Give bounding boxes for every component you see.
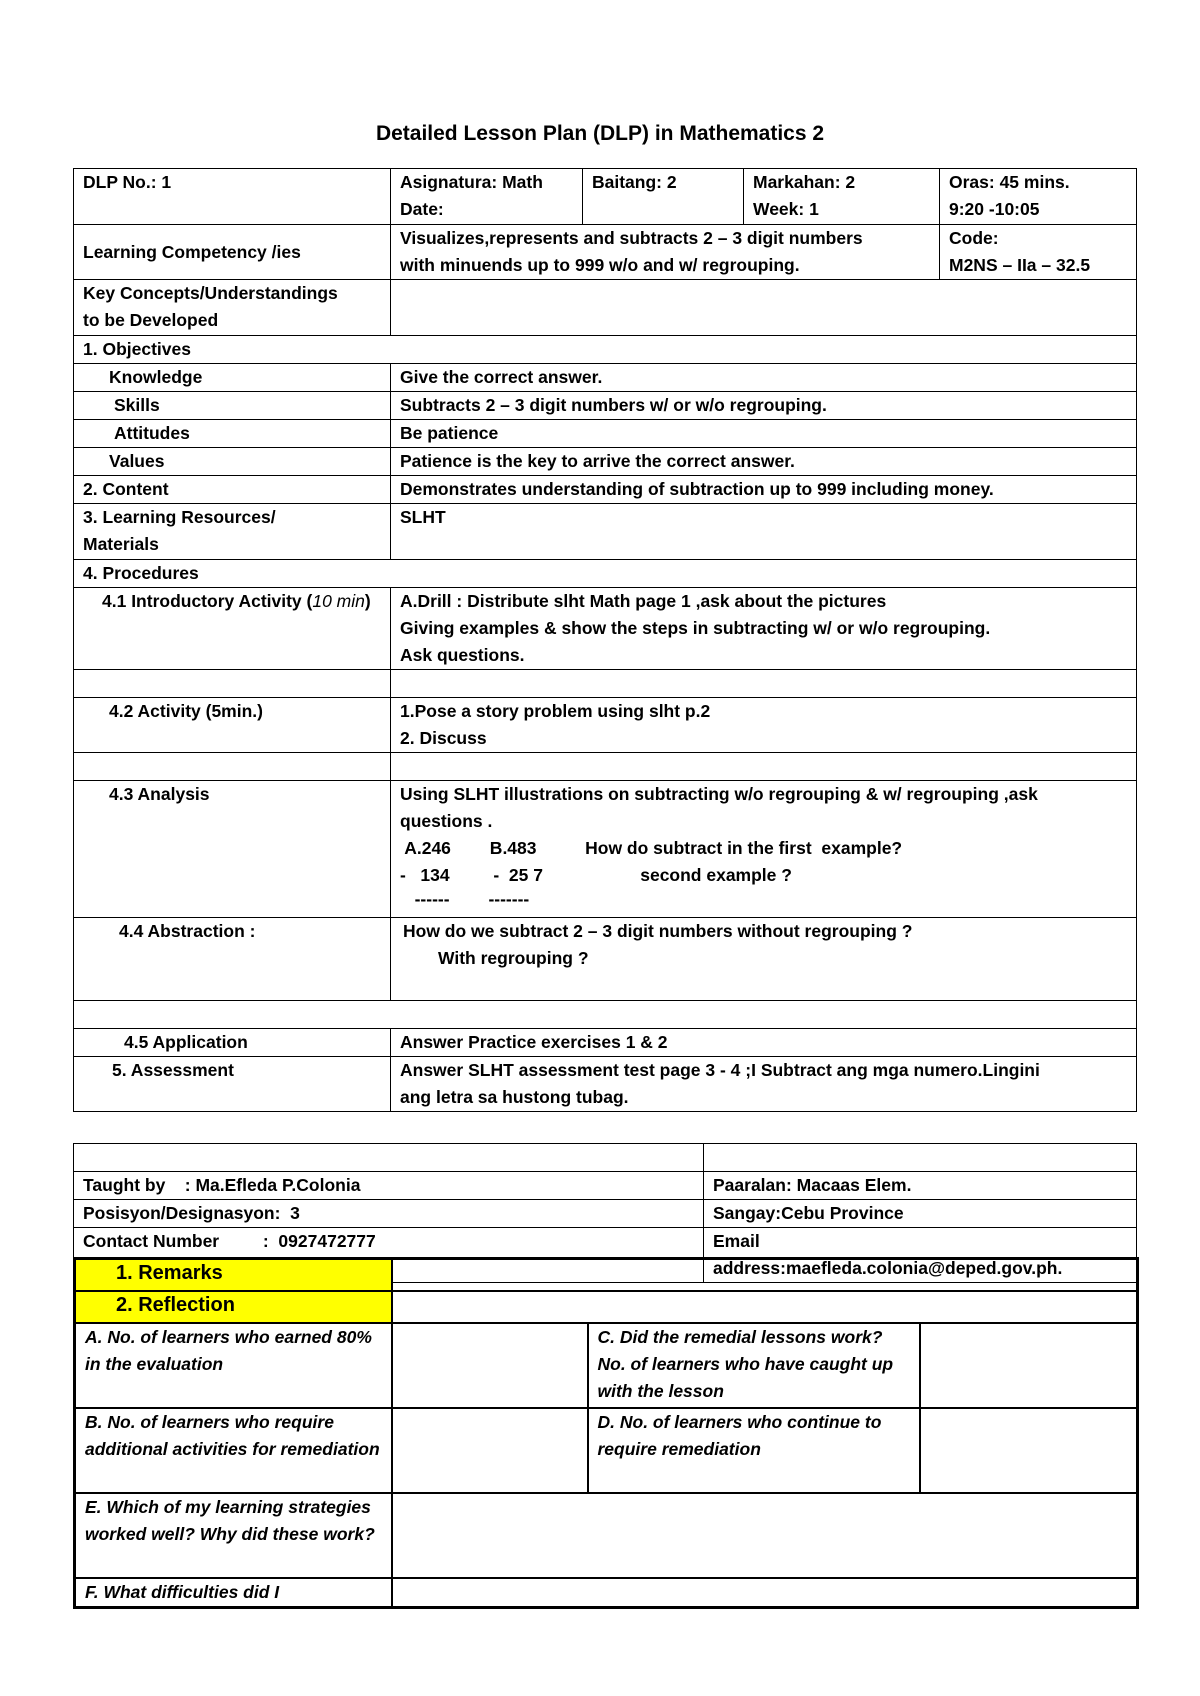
procedures-row (74, 560, 1137, 588)
intro-activity-value (391, 588, 1137, 670)
blank-cell (704, 1144, 1137, 1172)
values-row (74, 448, 1137, 476)
item-d: D. No. of learners who continue to require remediation (588, 1408, 920, 1493)
reflection-row (75, 1291, 1138, 1323)
item-c-answer (920, 1323, 1138, 1408)
resources-line-2: Materials (83, 534, 159, 554)
quarter: Markahan: 2 (753, 172, 856, 192)
activity-line-1: 1.Pose a story problem using slht p.2 (400, 701, 711, 721)
application-label: 4.5 Application (74, 1029, 391, 1057)
contact-number: Contact Number : 0927472777 (74, 1228, 704, 1283)
item-d-answer (920, 1408, 1138, 1493)
item-c: C. Did the remedial lessons work? No. of learners who have caught up with the lesson (588, 1323, 920, 1408)
item-f-answer (392, 1578, 1138, 1608)
item-a-answer (392, 1323, 588, 1408)
blank-row (74, 670, 1137, 698)
attitudes-value: Be patience (391, 420, 1137, 448)
reflection-bd-row (75, 1408, 1138, 1493)
blank-row (74, 1001, 1137, 1029)
taught-row (74, 1172, 1137, 1200)
values-value: Patience is the key to arrive the correct answer. (391, 448, 1137, 476)
activity-line-2: 2. Discuss (400, 728, 487, 748)
page-title: Detailed Lesson Plan (DLP) in Mathematics 2 (375, 122, 825, 145)
sig-blank-row (74, 1144, 1137, 1172)
intro-close: ) (364, 591, 371, 611)
objectives-row (74, 336, 1137, 364)
knowledge-label: Knowledge (74, 364, 391, 392)
abstraction-line-2: With regrouping ? (438, 948, 589, 968)
reflection-ac-row (75, 1323, 1138, 1408)
blank-cell (391, 753, 1137, 781)
blank-cell (74, 1001, 1137, 1029)
analysis-line-3: A.246 B.483 How do subtract in the first example? (400, 838, 903, 858)
knowledge-row (74, 364, 1137, 392)
remarks-heading: 1. Remarks (75, 1259, 392, 1291)
time-range: 9:20 -10:05 (949, 199, 1040, 219)
intro-activity-row (74, 588, 1137, 670)
taught-by: Taught by : Ma.Efleda P.Colonia (74, 1172, 704, 1200)
content-value: Demonstrates understanding of subtraction up to 999 including money. (391, 476, 1137, 504)
subject: Asignatura: Math (400, 172, 543, 192)
lesson-plan-table (73, 168, 1137, 1112)
time-cell (940, 169, 1137, 225)
item-a: A. No. of learners who earned 80% in the evaluation (75, 1323, 392, 1408)
reflection-f-row (75, 1578, 1138, 1608)
attitudes-label: Attitudes (74, 420, 391, 448)
reflection-heading: 2. Reflection (75, 1291, 392, 1323)
analysis-line-5: ------ ------- (400, 889, 530, 909)
division: Sangay:Cebu Province (704, 1200, 1137, 1228)
resources-row (74, 504, 1137, 560)
key-concepts-row (74, 280, 1137, 336)
competency-label: Learning Competency /ies (74, 225, 391, 280)
blank-cell (74, 1144, 704, 1172)
analysis-value (391, 781, 1137, 918)
date-label: Date: (400, 199, 444, 219)
email-address: address:maefleda.colonia@deped.gov.ph. (713, 1258, 1063, 1278)
abstraction-row (74, 918, 1137, 1001)
reflection-table (73, 1257, 1139, 1609)
analysis-row (74, 781, 1137, 918)
assessment-line-1: Answer SLHT assessment test page 3 - 4 ;I Subtract ang mga numero.Lingini (400, 1060, 1040, 1080)
analysis-line-1: Using SLHT illustrations on subtracting w/o regrouping & w/ regrouping ,ask (400, 784, 1038, 804)
abstraction-value (391, 918, 1137, 1001)
email-label: Email (713, 1231, 760, 1251)
grade-level: Baitang: 2 (583, 169, 744, 225)
intro-line-3: Ask questions. (400, 645, 525, 665)
knowledge-value: Give the correct answer. (391, 364, 1137, 392)
competency-line-1: Visualizes,represents and subtracts 2 – 3 digit numbers (400, 228, 863, 248)
intro-line-2: Giving examples & show the steps in subtracting w/ or w/o regrouping. (400, 618, 991, 638)
assessment-value (391, 1057, 1137, 1112)
abstraction-line-1: How do we subtract 2 – 3 digit numbers without regrouping ? (403, 921, 913, 941)
assessment-row (74, 1057, 1137, 1112)
school: Paaralan: Macaas Elem. (704, 1172, 1137, 1200)
blank-cell (74, 753, 391, 781)
procedures-heading: 4. Procedures (74, 560, 1137, 588)
reflection-e-row (75, 1493, 1138, 1578)
key-concepts-line-2: to be Developed (83, 310, 219, 330)
intro-label-text: 4.1 Introductory Activity ( (102, 591, 313, 611)
analysis-label: 4.3 Analysis (74, 781, 391, 918)
competency-line-2: with minuends up to 999 w/o and w/ regrouping. (400, 255, 800, 275)
competency-row (74, 225, 1137, 280)
item-e-answer (392, 1493, 1138, 1578)
subject-cell (391, 169, 583, 225)
abstraction-label: 4.4 Abstraction : (74, 918, 391, 1001)
remarks-value (392, 1259, 1138, 1291)
position-row (74, 1200, 1137, 1228)
reflection-value (392, 1291, 1138, 1323)
competency-code: M2NS – IIa – 32.5 (949, 255, 1091, 275)
blank-cell (74, 670, 391, 698)
item-f: F. What difficulties did I (75, 1578, 392, 1608)
activity-label: 4.2 Activity (5min.) (74, 698, 391, 753)
item-b-answer (392, 1408, 588, 1493)
duration: Oras: 45 mins. (949, 172, 1070, 192)
intro-time: 10 min (312, 591, 365, 611)
dlp-number: DLP No.: 1 (74, 169, 391, 225)
content-label: 2. Content (74, 476, 391, 504)
assessment-line-2: ang letra sa hustong tubag. (400, 1087, 629, 1107)
resources-value: SLHT (391, 504, 1137, 560)
competency-text (391, 225, 940, 280)
key-concepts-label (74, 280, 391, 336)
activity-value (391, 698, 1137, 753)
resources-line-1: 3. Learning Resources/ (83, 507, 276, 527)
key-concepts-line-1: Key Concepts/Understandings (83, 283, 338, 303)
values-label: Values (74, 448, 391, 476)
intro-line-1: A.Drill : Distribute slht Math page 1 ,ask about the pictures (400, 591, 887, 611)
objectives-heading: 1. Objectives (74, 336, 1137, 364)
code-label: Code: (949, 228, 999, 248)
assessment-label: 5. Assessment (74, 1057, 391, 1112)
blank-cell (391, 670, 1137, 698)
application-value: Answer Practice exercises 1 & 2 (391, 1029, 1137, 1057)
analysis-line-4: - 134 - 25 7 second example ? (400, 865, 792, 885)
skills-label: Skills (74, 392, 391, 420)
application-row (74, 1029, 1137, 1057)
activity-row (74, 698, 1137, 753)
item-e: E. Which of my learning strategies worked well? Why did these work? (75, 1493, 392, 1578)
header-row (74, 169, 1137, 225)
key-concepts-value (391, 280, 1137, 336)
intro-activity-label (74, 588, 391, 670)
blank-row (74, 753, 1137, 781)
week: Week: 1 (753, 199, 819, 219)
content-row (74, 476, 1137, 504)
attitudes-row (74, 420, 1137, 448)
analysis-line-2: questions . (400, 811, 493, 831)
remarks-row (75, 1259, 1138, 1291)
quarter-cell (744, 169, 940, 225)
resources-label (74, 504, 391, 560)
item-b: B. No. of learners who require additional activities for remediation (75, 1408, 392, 1493)
skills-value: Subtracts 2 – 3 digit numbers w/ or w/o regrouping. (391, 392, 1137, 420)
skills-row (74, 392, 1137, 420)
position: Posisyon/Designasyon: 3 (74, 1200, 704, 1228)
competency-code-cell (940, 225, 1137, 280)
